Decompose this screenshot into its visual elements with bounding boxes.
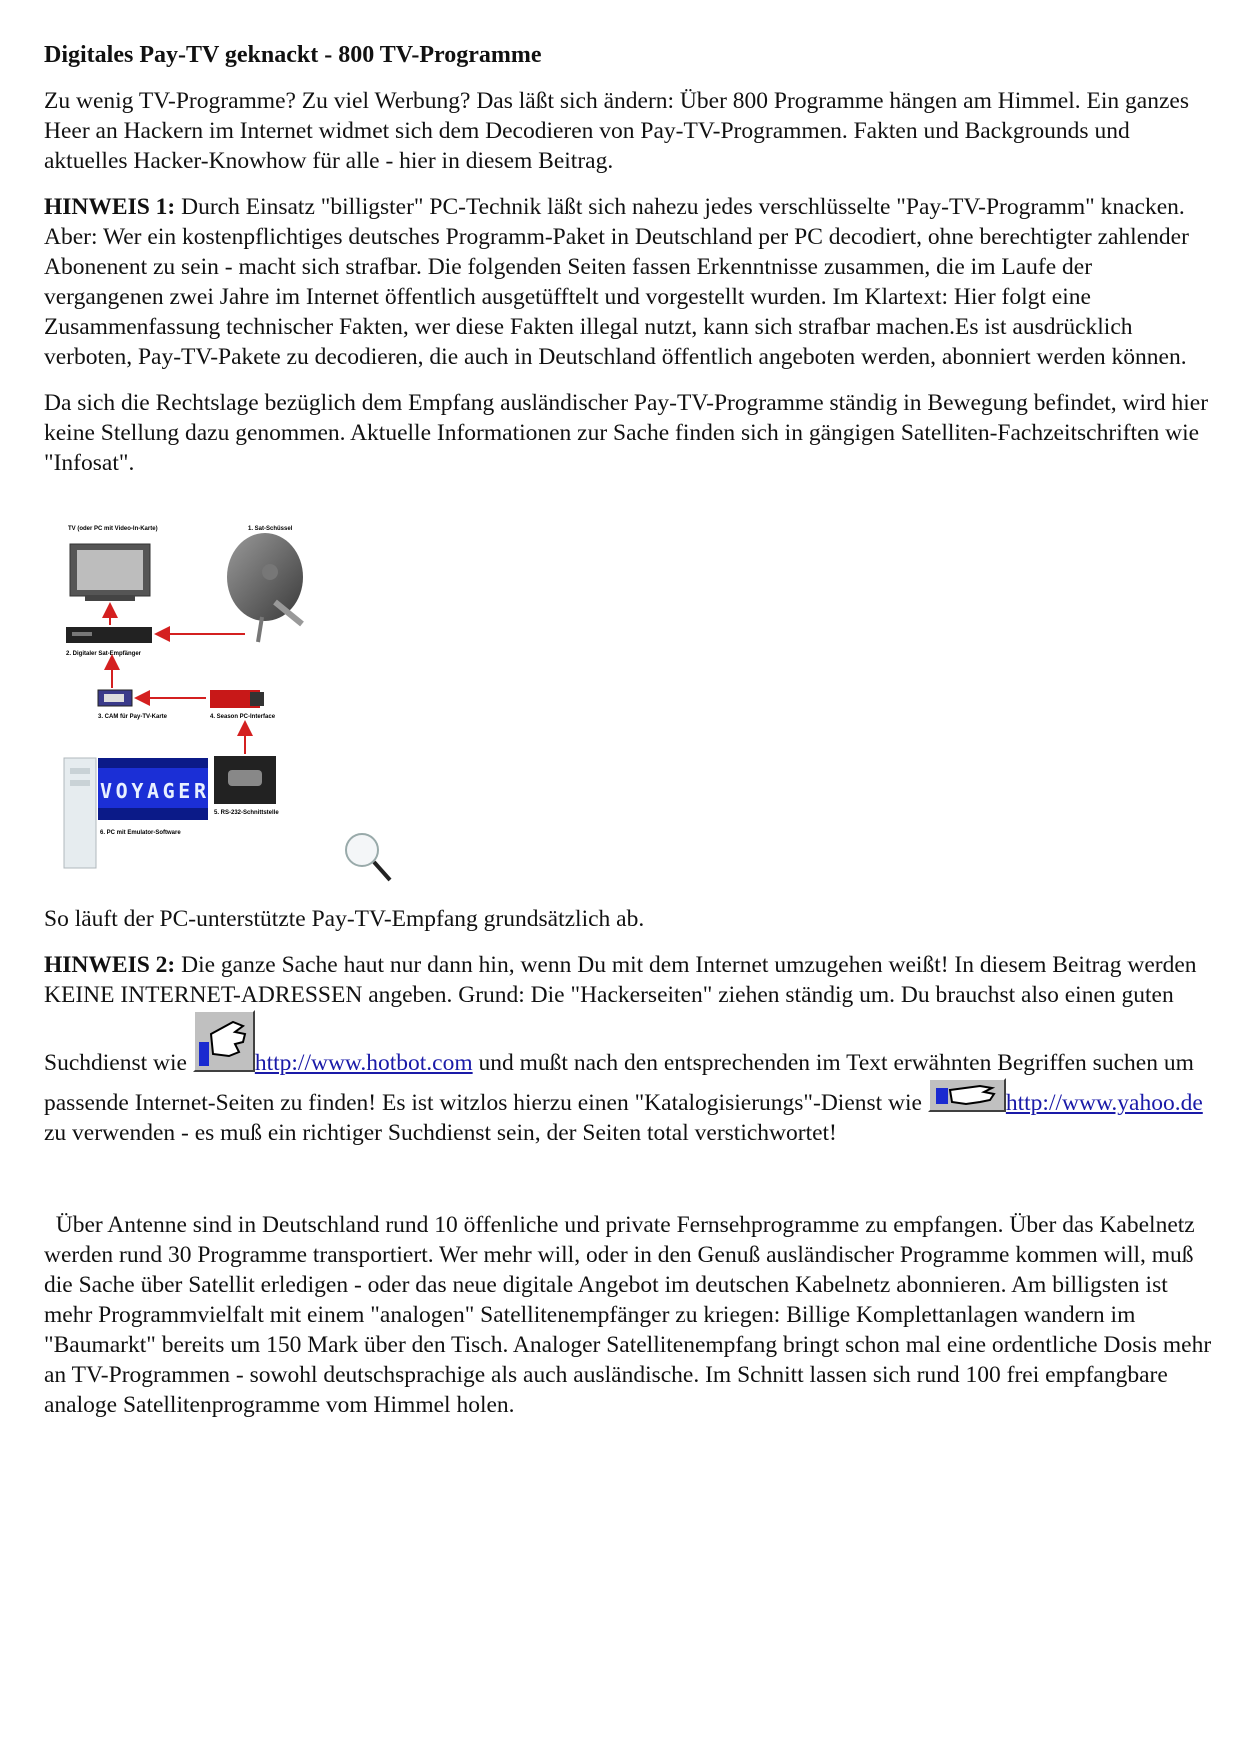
interface-label: 4. Season PC-Interface xyxy=(210,714,276,720)
rs232-icon xyxy=(214,756,276,804)
antenne-paragraph xyxy=(44,1210,1214,1420)
hinweis1-text: Durch Einsatz "billigster" PC-Technik läßt sich nahezu jedes verschlüsselte "Pay-TV-Programm" knacken. Aber: Wer ein kostenpflichtiges deutsches Programm-Paket in Deutschland per PC decodiert, ohne berechtigter zahlender Abonenent zu sein - macht sich strafbar. Die folgenden Seiten fassen Erkenntnisse zusammen, die im Laufe der vergangenen zwei Jahre im Internet öffentlich ausgetüfftelt und vorgestellt wurden. Im Klartext: Hier folgt eine Zusammenfassung technischer Fakten, wer diese Fakten illegal nutzt, kann sich strafbar machen.Es ist ausdrücklich verboten, Pay-TV-Pakete zu decodieren, die auch in Deutschland öffentlich angeboten werden, abonniert werden können. xyxy=(44,194,1189,370)
intro-paragraph: Zu wenig TV-Programme? Zu viel Werbung? Das läßt sich ändern: Über 800 Programme hängen am Himmel. Ein ganzes Heer an Hackern im Internet widmet sich dem Decodieren von Pay-TV-Programmen. Fakten und Backgrounds und aktuelles Hacker-Knowhow für alle - hier in diesem Beitrag. xyxy=(44,88,1189,174)
pc-label: 6. PC mit Emulator-Software xyxy=(100,830,181,836)
receiver-icon xyxy=(66,627,152,643)
spacer xyxy=(44,1164,1214,1210)
cam-icon xyxy=(98,690,132,706)
tv-icon xyxy=(70,544,150,601)
hand-pointer-icon[interactable] xyxy=(193,1010,255,1072)
hinweis2-text-b: und mußt nach den entsprechenden im Text erwähnten Begriffen suchen um passende Internet-Seiten zu finden! Es ist witzlos hierzu einen "Katalogisierungs"-Dienst wie xyxy=(44,1050,1194,1116)
rechtslage-paragraph: Da sich die Rechtslage bezüglich dem Empfang ausländischer Pay-TV-Programme ständig in Bewegung befindet, wird hier keine Stellung dazu genommen. Aktuelle Informationen zur Sache finden sich in gängigen Satelliten-Fachzeitschriften wie "Infosat". xyxy=(44,390,1209,476)
receiver-label: 2. Digitaler Sat-Empfänger xyxy=(66,651,142,657)
hand-pointer-icon[interactable] xyxy=(928,1078,1006,1112)
pay-tv-diagram[interactable] xyxy=(40,512,420,892)
magnifier-icon xyxy=(346,834,390,880)
diagram-caption: So läuft der PC-unterstützte Pay-TV-Empfang grundsätzlich ab. xyxy=(44,906,645,932)
hinweis2-label: HINWEIS 2: xyxy=(44,952,176,978)
hinweis1-label: HINWEIS 1: xyxy=(44,194,176,220)
antenne-text: Über Antenne sind in Deutschland rund 10 öffenliche und private Fernsehprogramme zu empfangen. Über das Kabelnetz werden rund 30 Programme transportiert. Wer mehr will, oder in den Genuß ausländischer Programme kommen will, muß die Sache über Satellit erledigen - oder das neue digitale Angebot im deutschen Kabelnetz abonnieren. Am billigsten ist mehr Programmvielfalt mit einem "analogen" Satellitenempfänger zu kriegen: Billige Komplettanlagen wandern im "Baumarkt" bereits um 150 Mark über den Tisch. Analoger Satellitenempfang bringt schon mal eine ordentliche Dosis mehr an TV-Programmen - sowohl deutschsprachige als auch ausländische. Im Schnitt lassen sich rund 100 frei empfangbare analoge Satellitenprogramme vom Himmel holen. xyxy=(44,1212,1212,1418)
yahoo-link[interactable]: http://www.yahoo.de xyxy=(1005,1090,1203,1116)
page-title: Digitales Pay-TV geknackt - 800 TV-Programme xyxy=(44,42,542,68)
rs232-label: 5. RS-232-Schnittstelle xyxy=(214,810,279,816)
screen-text: VOYAGER xyxy=(100,779,206,803)
hinweis1-paragraph xyxy=(44,192,1214,372)
dish-label: 1. Sat-Schüssel xyxy=(248,526,293,532)
pc-tower-icon xyxy=(64,758,96,868)
article xyxy=(44,36,1214,1436)
diagram-svg xyxy=(40,512,420,892)
hotbot-link[interactable]: http://www.hotbot.com xyxy=(254,1050,473,1076)
sat-dish-icon xyxy=(227,533,303,642)
hinweis2-text-a: Die ganze Sache haut nur dann hin, wenn Du mit dem Internet umzugehen weißt! In diesem Beitrag werden KEINE INTERNET-ADRESSEN angeben. Grund: Die "Hackerseiten" ziehen ständig um. Du brauchst also einen guten Suchdienst wie xyxy=(44,952,1197,1076)
interface-icon xyxy=(210,690,264,708)
hinweis2-paragraph xyxy=(44,950,1214,1148)
tv-label: TV (oder PC mit Video-In-Karte) xyxy=(68,526,158,532)
hinweis2-text-c: zu verwenden - es muß ein richtiger Suchdienst sein, der Seiten total verstichwortet! xyxy=(44,1120,837,1146)
cam-label: 3. CAM für Pay-TV-Karte xyxy=(98,714,168,720)
